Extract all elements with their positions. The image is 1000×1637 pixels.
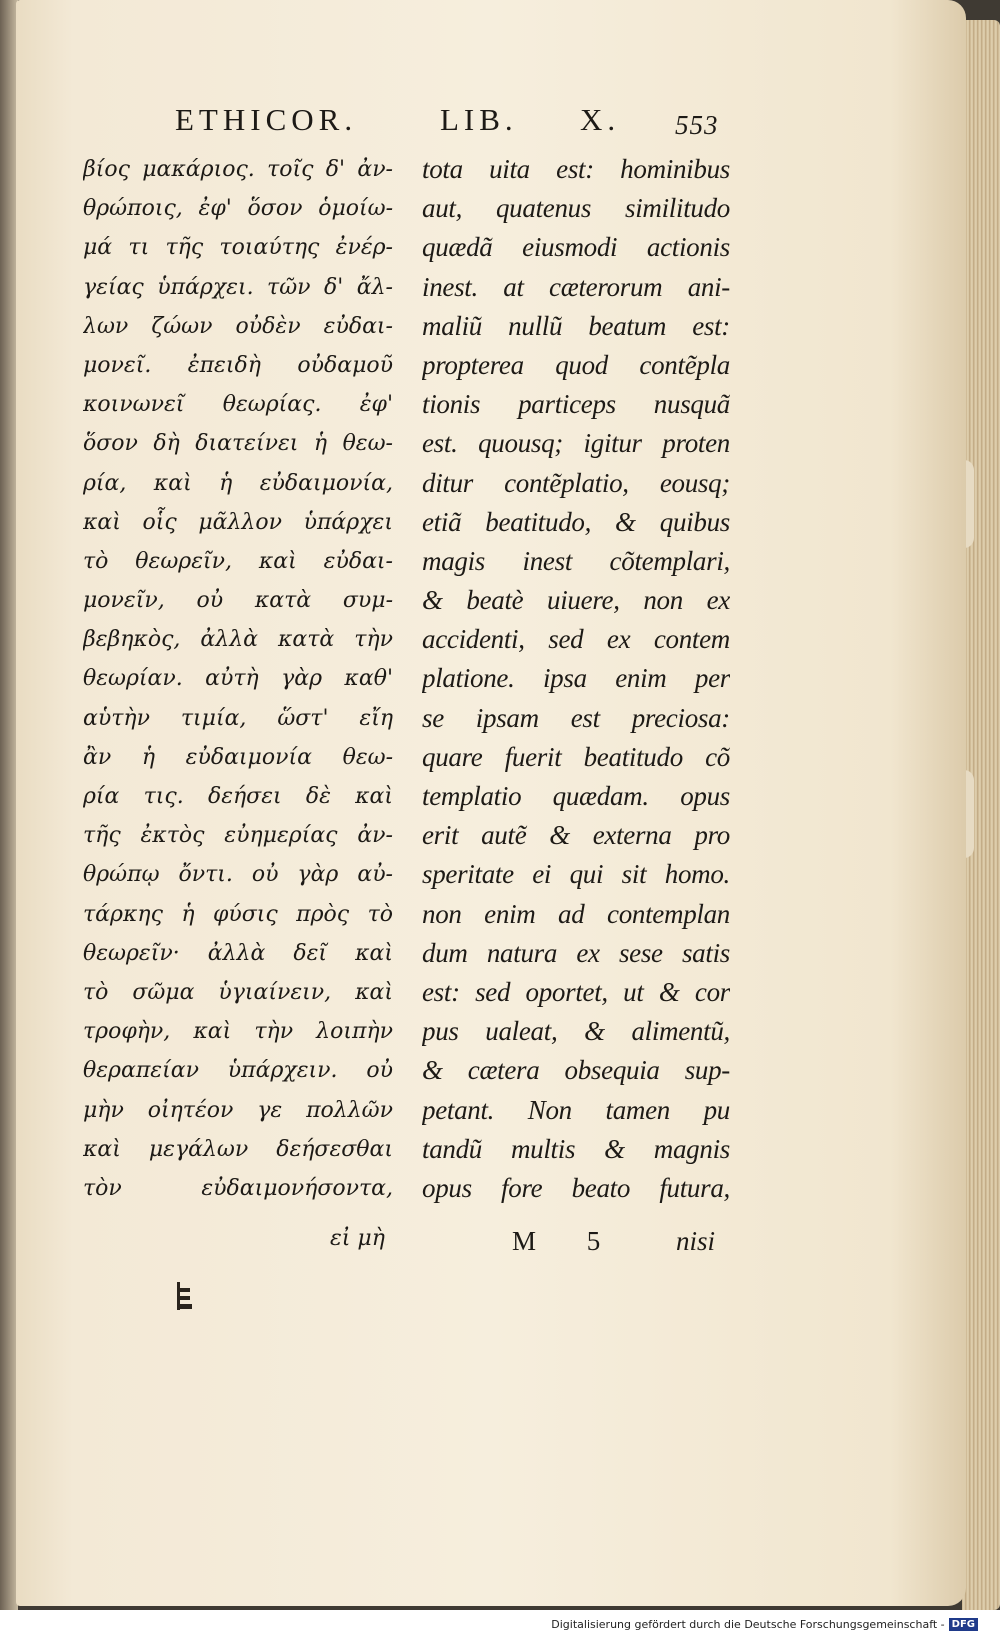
footer-credit <box>551 1618 978 1631</box>
greek-text-line: βίος μακάριος. τοῖς δ' ἀν- <box>83 157 393 182</box>
greek-text-line: μονεῖν, οὐ κατὰ συμ- <box>83 588 393 614</box>
greek-text-line: ἂν ἡ εὐδαιμονία θεω- <box>83 744 393 770</box>
greek-text-line: λων ζώων οὐδὲν εὐδαι- <box>83 313 393 339</box>
greek-text-line: τῆς ἐκτὸς εὐημερίας ἀν- <box>83 823 393 849</box>
running-title-book: X. <box>580 102 621 137</box>
greek-text-line: μὴν οἰητέον γε πολλῶν <box>83 1097 393 1123</box>
latin-text-line: tota uita est: hominibus <box>422 154 730 184</box>
latin-text-line: magis inest cõtemplari, <box>422 545 730 576</box>
catchword-greek: εἰ μὴ <box>330 1226 385 1251</box>
latin-text-line: est. quousq; igitur proten <box>422 428 730 459</box>
latin-text-line: accidenti, sed ex contem <box>422 624 730 655</box>
footer-text: Digitalisierung gefördert durch die Deutsche Forschungsgemeinschaft - <box>551 1618 945 1631</box>
latin-text-line: inest. at cæterorum ani- <box>422 271 730 302</box>
greek-text-line: θεραπείαν ὑπάρχειν. οὐ <box>83 1058 393 1084</box>
latin-text-line: quædã eiusmodi actionis <box>422 232 730 263</box>
catchword-latin: nisi <box>676 1226 716 1256</box>
latin-text-line: non enim ad contemplan <box>422 898 730 929</box>
printer-ornament-icon <box>174 1280 194 1312</box>
latin-text-line: platione. ipsa enim per <box>422 663 730 694</box>
greek-text-line: γείας ὑπάρχει. τῶν δ' ἄλ- <box>83 274 393 300</box>
greek-text-line: καὶ οἷς μᾶλλον ὑπάρχει <box>83 509 393 535</box>
latin-text-line: maliũ nullũ beatum est: <box>422 310 730 341</box>
latin-text-line: propterea quod contẽpla <box>422 349 730 380</box>
latin-text-line: ditur contẽplatio, eousq; <box>422 467 730 498</box>
greek-text-line: θεωρεῖν· ἀλλὰ δεῖ καὶ <box>83 940 393 966</box>
latin-text-line: se ipsam est preciosa: <box>422 702 730 733</box>
greek-text-line: κοινωνεῖ θεωρίας. ἐφ' <box>83 392 393 418</box>
greek-text-line: αὑτὴν τιμία, ὥστ' εἴη <box>83 705 393 731</box>
greek-text-line: τροφὴν, καὶ τὴν λοιπὴν <box>83 1019 393 1045</box>
greek-text-line: θρώποις, ἐφ' ὅσον ὁμοίω- <box>83 196 393 222</box>
page-number: 553 <box>675 110 719 140</box>
greek-text-line: τάρκης ἡ φύσις πρὸς τὸ <box>83 901 393 927</box>
greek-text-line: ρία τις. δεήσει δὲ καὶ <box>83 784 393 809</box>
latin-text-line: opus fore beato futura, <box>422 1172 730 1203</box>
latin-text-line: dum natura ex sese satis <box>422 937 730 968</box>
latin-text-line: templatio quædam. opus <box>422 781 730 811</box>
dfg-logo: DFG <box>949 1618 978 1631</box>
greek-text-line: μά τι τῆς τοιαύτης ἐνέρ- <box>83 235 393 261</box>
greek-text-line: τὸν εὐδαιμονήσοντα, <box>83 1175 393 1201</box>
latin-text-line: etiã beatitudo, & quibus <box>422 506 730 537</box>
greek-text-column <box>83 150 393 1208</box>
latin-text-line: petant. Non tamen pu <box>422 1094 730 1125</box>
greek-text-line: θρώπῳ ὄντι. οὐ γὰρ αὐ- <box>83 862 393 888</box>
greek-text-line: θεωρίαν. αὐτὴ γὰρ καθ' <box>83 666 393 692</box>
greek-text-line: βεβηκὸς, ἀλλὰ κατὰ τὴν <box>83 627 393 653</box>
latin-text-line: pus ualeat, & alimentũ, <box>422 1016 730 1047</box>
greek-text-line: καὶ μεγάλων δεήσεσθαι <box>83 1136 393 1162</box>
latin-text-line: & cætera obsequia sup- <box>422 1055 730 1086</box>
signature-mark: M 5 <box>512 1226 623 1256</box>
latin-text-line: speritate ei qui sit homo. <box>422 859 730 890</box>
latin-text-column <box>422 150 730 1208</box>
greek-text-line: τὸ θεωρεῖν, καὶ εὐδαι- <box>83 548 393 574</box>
greek-text-line: ρία, καὶ ἡ εὐδαιμονία, <box>83 470 393 496</box>
latin-text-line: tandũ multis & magnis <box>422 1133 730 1164</box>
latin-text-line: tionis particeps nusquã <box>422 389 730 420</box>
greek-text-line: ὅσον δὴ διατείνει ἡ θεω- <box>83 431 393 457</box>
latin-text-line: erit autẽ & externa pro <box>422 820 730 851</box>
latin-text-line: quare fuerit beatitudo cõ <box>422 741 730 772</box>
greek-text-line: μονεῖ. ἐπειδὴ οὐδαμοῦ <box>83 352 393 378</box>
running-title-lib: LIB. <box>440 102 518 137</box>
latin-text-line: aut, quatenus similitudo <box>422 193 730 224</box>
greek-text-line: τὸ σῶμα ὑγιαίνειν, καὶ <box>83 979 393 1005</box>
running-title-left: ETHICOR. <box>175 102 358 137</box>
latin-text-line: est: sed oportet, ut & cor <box>422 976 730 1007</box>
latin-text-line: & beatè uiuere, non ex <box>422 585 730 616</box>
